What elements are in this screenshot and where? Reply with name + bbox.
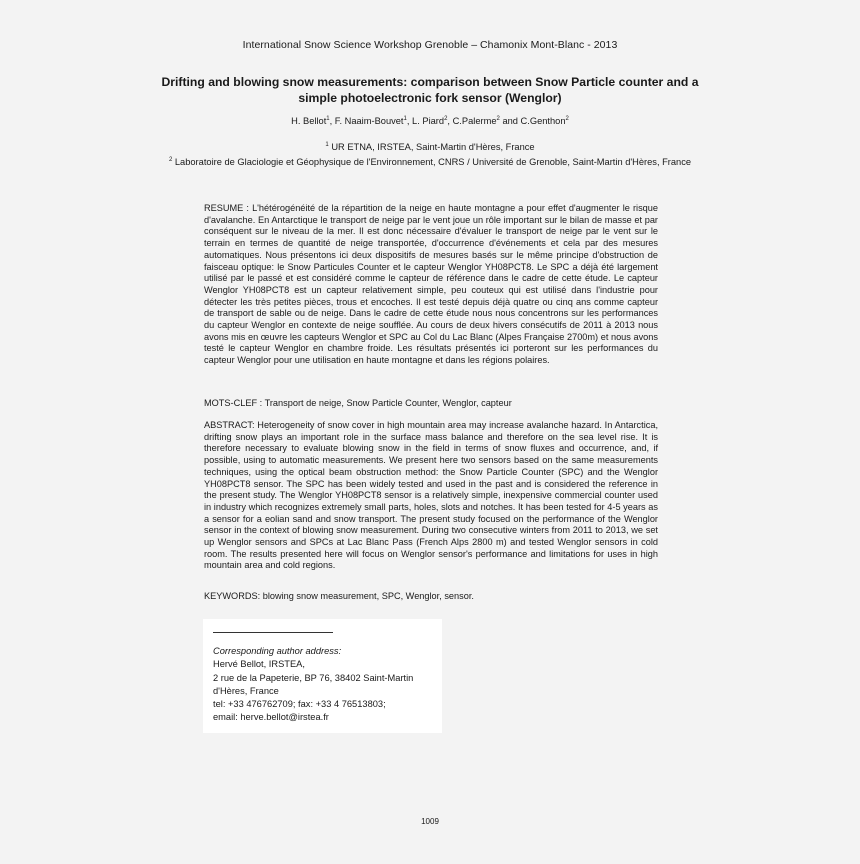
affiliation-2: [150, 155, 710, 170]
author-separator: ,: [329, 116, 335, 126]
author: C.Genthon: [520, 116, 566, 126]
footnote-box: [203, 619, 442, 733]
author-list: [0, 116, 860, 126]
footnote-email: email: herve.bellot@irstea.fr: [213, 712, 329, 723]
footnote-text: [213, 645, 438, 725]
author: C.Palerme: [452, 116, 497, 126]
page-number: 1009: [421, 817, 439, 826]
author-separator: ,: [406, 116, 413, 126]
affiliations: [150, 140, 710, 170]
affil-mark: 2: [168, 157, 173, 163]
author: L. Piard: [412, 116, 445, 126]
abstract-paragraph: ABSTRACT: Heterogeneity of snow cover in high mountain area may increase avalanche hazard. In Antarctica, drifting snow plays an important role in the surface mass balance and therefore on the sea level rise. It is therefore necessary to evaluate blowing snow in the field in terms of snow fluxes and occurrence, and, if possible, using to automatic measurements. We present here two sensors based on the same measurements techniques, using the optical beam obstruction method: the Snow Particle Counter (SPC) and the Wenglor YH08PCT8 sensor. The SPC has been widely tested and used in the past and is considered the reference in the present study. The Wenglor YH08PCT8 sensor is a relatively simple, inexpensive commercial counter used in industry which recognizes extremely small parts, holes, slots and notches. It has been tested for 4-5 years as a sensor for a eolian sand and snow transport. The present study focused on the performance of the Wenglor sensor in the context of blowing snow measurement. During two consecutive winters from 2011 to 2013, we set up Wenglor sensors and SPCs at Lac Blanc Pass (French Alps 2800 m) and tested Wenglor sensors in cold room. The results presented here will focus on Wenglor sensor's performance and limitations for uses in high mountain area and cold regions.: [204, 420, 658, 571]
affiliation-1: [150, 140, 710, 155]
resume-paragraph: RESUME : L'hétérogénéité de la répartition de la neige en haute montagne a pour effet d'augmenter le risque d'avalanche. En Antarctique le transport de neige par le vent joue un rôle important sur le bilan de masse et par conséquent sur le niveau de la mer. Il est donc nécessaire d'évaluer le transport de neige par le vent sur le terrain en termes de quantité de neige transportée, d'occurrence d'événements et cela par des mesures automatiques. Nous présentons ici deux dispositifs de mesures basés sur le même principe d'obstruction de faisceau optique: le Snow Particules Counter et le capteur Wenglor YH08PCT8. Le SPC a déjà été largement utilisé par le passé et est considéré comme le capteur de référence dans le cadre de cette étude. Le capteur Wenglor YH08PCT8 est un capteur relativement simple, peu couteux qui est utilisé dans l'industrie pour détecter les très petites pièces, trous et encoches. Il est testé depuis déjà quatre ou cinq ans comme capteur de transport de sable ou de neige. Dans le cadre de cette étude nous nous concentrons sur les performances du capteur Wenglor en contexte de neige soufflée. Au cours de deux hivers consécutifs de 2011 à 2013 nous avons mis en œuvre les capteurs Wenglor et SPC au Col du Lac Blanc (Alpes Française 2700m) et nous avons testé le capteur Wenglor en chambre froide. Les résultats présentés ici porteront sur les performances du capteur Wenglor pour une utilisation en haute montagne et dans les régions polaires.: [204, 203, 658, 366]
running-header: International Snow Science Workshop Grenoble – Chamonix Mont-Blanc - 2013: [242, 39, 618, 51]
author-separator: and: [499, 116, 521, 126]
author: H. Bellot: [291, 116, 327, 126]
mots-clef: MOTS-CLEF : Transport de neige, Snow Particle Counter, Wenglor, capteur: [204, 398, 512, 408]
paper-title: Drifting and blowing snow measurements: comparison between Snow Particle counter and a simple photoelectronic fork sensor (Wenglor): [161, 75, 699, 105]
affil-text: Laboratoire de Glaciologie et Géophysique de l'Environnement, CNRS / Université de Grenoble, Saint-Martin d'Hères, France: [174, 157, 692, 167]
footnote-rule: [213, 632, 333, 633]
footnote-heading: Corresponding author address:: [213, 646, 342, 656]
affil-mark: 1: [325, 142, 329, 148]
author-affil-mark: 2: [444, 116, 448, 122]
author-affil-mark: 1: [403, 116, 407, 122]
author-affil-mark: 2: [496, 116, 500, 122]
footnote-line: 2 rue de la Papeterie, BP 76, 38402 Saint-Martin d'Hères, France: [213, 672, 414, 696]
author-separator: ,: [447, 116, 453, 126]
keywords: KEYWORDS: blowing snow measurement, SPC, Wenglor, sensor.: [204, 591, 474, 601]
footnote-line: tel: +33 476762709; fax: +33 4 76513803;: [213, 699, 386, 710]
footnote-line: Hervé Bellot, IRSTEA,: [213, 659, 305, 670]
author: F. Naaim-Bouvet: [334, 116, 404, 126]
author-affil-mark: 1: [326, 116, 330, 122]
author-affil-mark: 2: [565, 116, 569, 122]
affil-text: UR ETNA, IRSTEA, Saint-Martin d'Hères, France: [331, 142, 535, 152]
